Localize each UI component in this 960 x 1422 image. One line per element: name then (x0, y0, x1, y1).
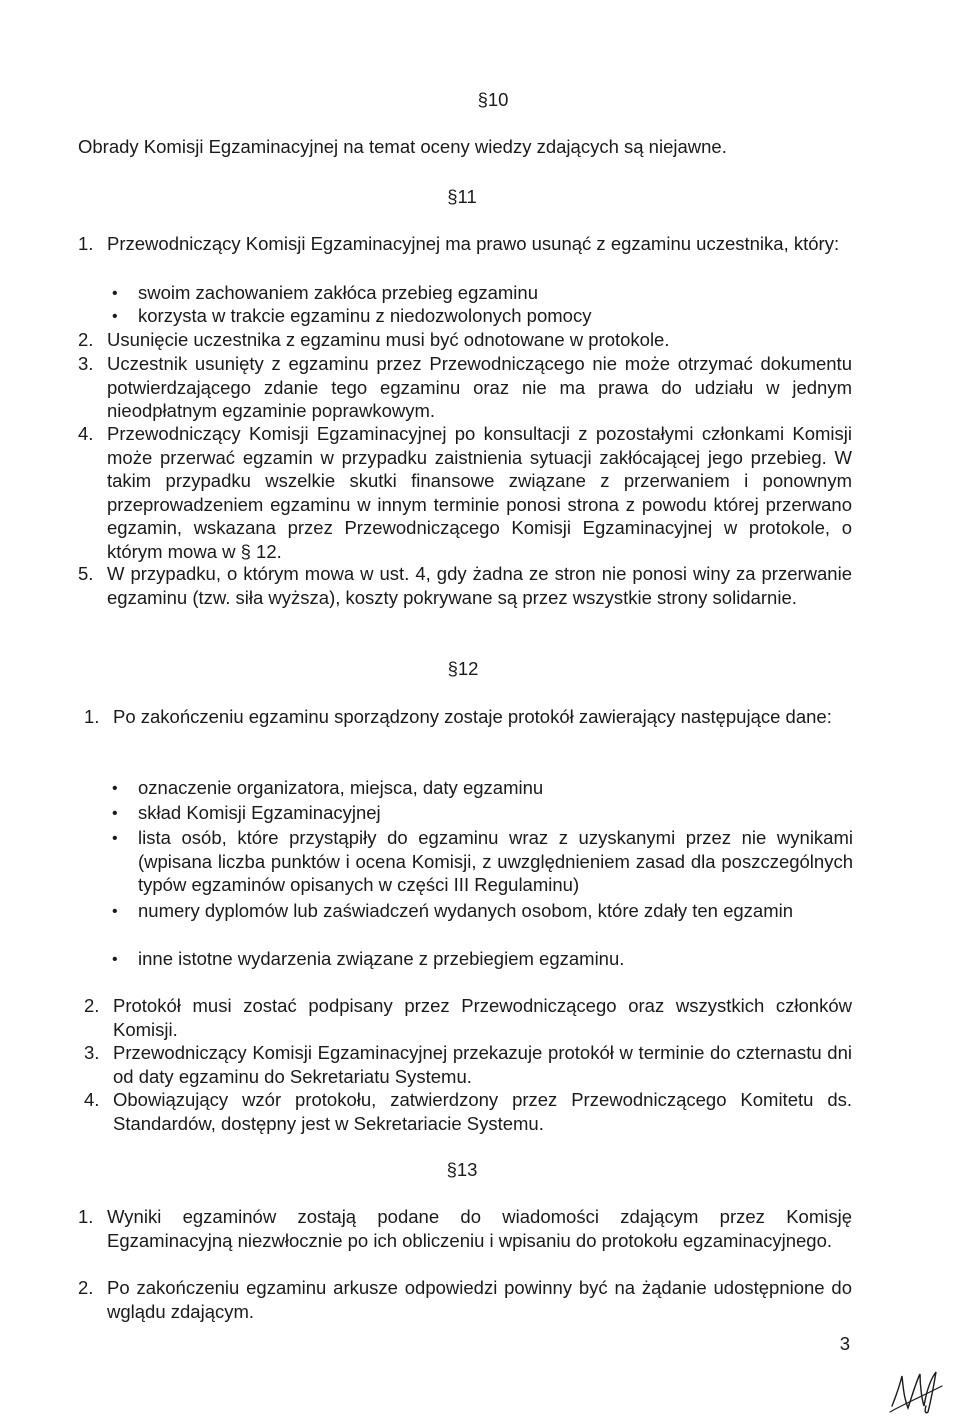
section-12-item-1: Po zakończeniu egzaminu sporządzony zostaje protokół zawierający następujące dane: (113, 706, 832, 727)
section-11-bullet: swoim zachowaniem zakłóca przebieg egzaminu (138, 282, 538, 303)
bullet-icon: • (112, 308, 118, 325)
section-12-item-2: Protokół musi zostać podpisany przez Przewodniczącego oraz wszystkich członków Komisji. (113, 995, 852, 1040)
section-11-bullet: korzysta w trakcie egzaminu z niedozwolonych pomocy (138, 305, 592, 326)
bullet-icon: • (112, 805, 118, 822)
section-12-bullet: skład Komisji Egzaminacyjnej (138, 802, 381, 823)
item-number: 2. (78, 329, 94, 350)
section-12-heading: §12 (447, 658, 479, 679)
item-number: 4. (78, 423, 94, 444)
section-12-item-3: Przewodniczący Komisji Egzaminacyjnej przekazuje protokół w terminie do czternastu dni od daty egzaminu do Sekretariatu Systemu. (113, 1042, 852, 1087)
section-10-text: Obrady Komisji Egzaminacyjnej na temat oceny wiedzy zdających są niejawne. (78, 136, 727, 157)
item-number: 2. (84, 995, 100, 1016)
section-11-item-5: W przypadku, o którym mowa w ust. 4, gdy żadna ze stron nie ponosi winy za przerwanie egzaminu (tzw. siła wyższa), koszty pokrywane są przez wszystkie strony solidarnie. (107, 563, 852, 608)
page-number: 3 (839, 1333, 850, 1354)
section-11-item-2: Usunięcie uczestnika z egzaminu musi być odnotowane w protokole. (107, 329, 670, 350)
section-12-item-4: Obowiązujący wzór protokołu, zatwierdzony przez Przewodniczącego Komitetu ds. Standardów, dostępny jest w Sekretariacie Systemu. (113, 1089, 852, 1134)
section-11-item-3: Uczestnik usunięty z egzaminu przez Przewodniczącego nie może otrzymać dokumentu potwierdzającego zdanie tego egzaminu oraz nie ma prawa do udziału w jednym nieodpłatnym egzaminie poprawkowym. (107, 353, 852, 421)
section-12-bullet: numery dyplomów lub zaświadczeń wydanych osobom, które zdały ten egzamin (138, 900, 794, 921)
item-number: 4. (84, 1089, 100, 1110)
item-number: 3. (84, 1042, 100, 1063)
bullet-icon: • (112, 780, 118, 797)
bullet-icon: • (112, 285, 118, 302)
section-12-bullet: oznaczenie organizatora, miejsca, daty egzaminu (138, 777, 544, 798)
handwritten-initials-icon (888, 1366, 946, 1422)
section-13-item-1: Wyniki egzaminów zostają podane do wiadomości zdającym przez Komisję Egzaminacyjną niezwłocznie po ich obliczeniu i wpisaniu do protokołu egzaminacyjnego. (107, 1206, 852, 1251)
item-number: 1. (84, 706, 100, 727)
section-10-heading: §10 (477, 89, 509, 110)
item-number: 5. (78, 563, 94, 584)
item-number: 1. (78, 1206, 94, 1227)
item-number: 1. (78, 233, 94, 254)
section-12-bullet: lista osób, które przystąpiły do egzaminu wraz z uzyskanymi przez nie wynikami (wpisana liczba punktów i ocena Komisji, z uwzględnieniem zasad dla poszczególnych typów egzaminów opisanych w części III Regulaminu) (138, 827, 853, 895)
bullet-icon: • (112, 903, 118, 920)
section-11-item-4: Przewodniczący Komisji Egzaminacyjnej po konsultacji z pozostałymi członkami Komisji może przerwać egzamin w przypadku zaistnienia sytuacji zakłócającej jego przebieg. W takim przypadku wszelkie skutki finansowe związane z przerwaniem i ponownym przeprowadzeniem egzaminu w innym terminie ponosi strona z powodu której przerwano egzamin, wskazana przez Przewodniczącego Komisji Egzaminacyjnej w protokole, o którym mowa w § 12. (107, 423, 852, 562)
item-number: 3. (78, 353, 94, 374)
item-number: 2. (78, 1277, 94, 1298)
bullet-icon: • (112, 830, 118, 847)
section-13-heading: §13 (446, 1159, 478, 1180)
section-13-item-2: Po zakończeniu egzaminu arkusze odpowiedzi powinny być na żądanie udostępnione do wglądu zdającym. (107, 1277, 852, 1322)
bullet-icon: • (112, 951, 118, 968)
section-12-bullet: inne istotne wydarzenia związane z przebiegiem egzaminu. (138, 948, 625, 969)
section-11-item-1: Przewodniczący Komisji Egzaminacyjnej ma prawo usunąć z egzaminu uczestnika, który: (107, 233, 840, 254)
section-11-heading: §11 (447, 186, 477, 207)
